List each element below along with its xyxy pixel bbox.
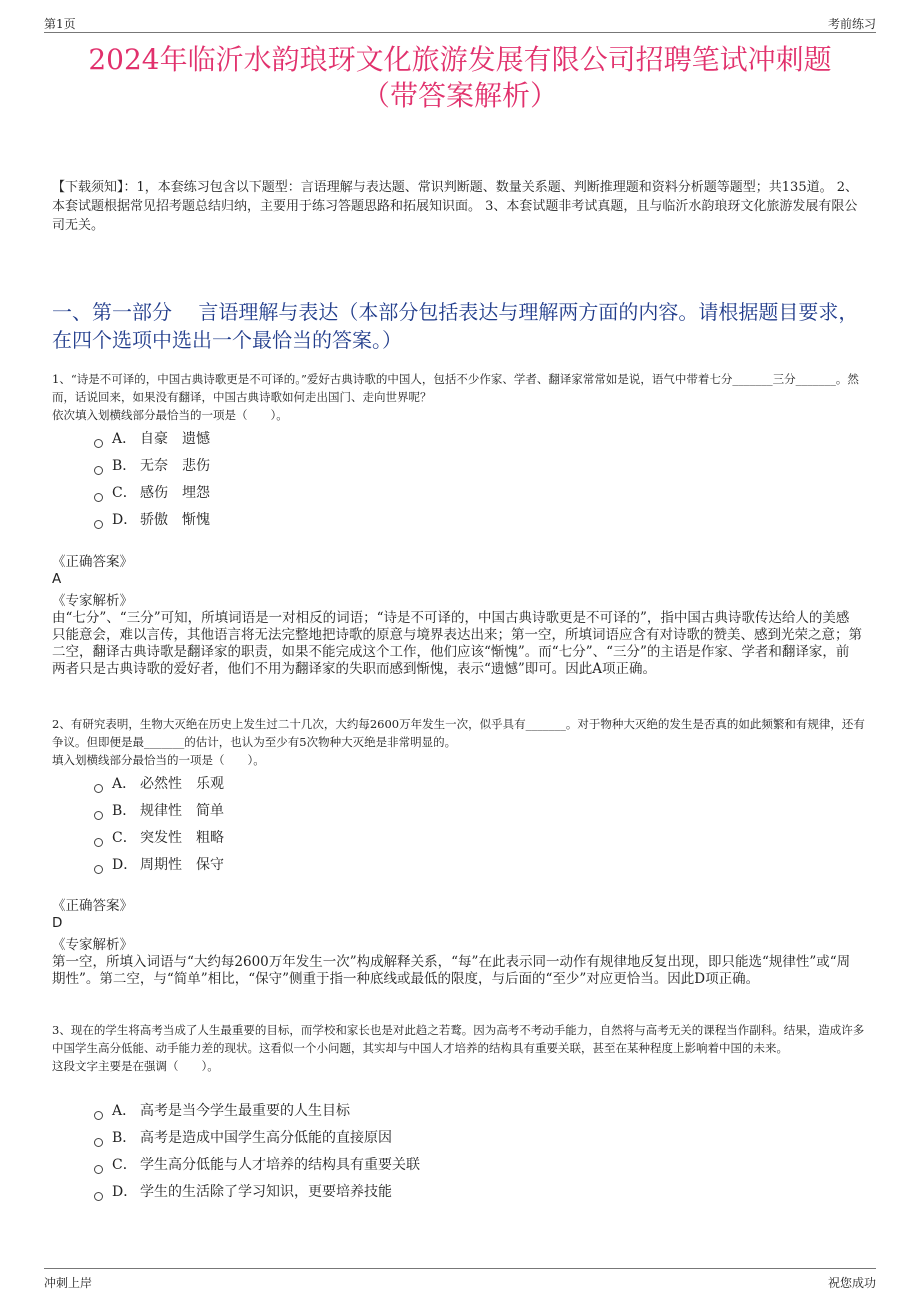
- analysis-text: 由“七分”、“三分”可知，所填词语是一对相反的词语；“诗是不可译的，中国古典诗歌更是不可译的”，指中国古典诗歌传达给人的美感只能意会，难以言传，其他语言将无法完整地把诗歌的原意与境界表达出来；第一空，所填词语应含有对诗歌的赞美、感到光荣之意；第二空，翻译古典诗歌是翻译家的职责，如果不能完成这个工作，他们应该“惭愧”。而“七分”、“三分”的主语是作家、学者和翻译家，前两者只是古典诗歌的爱好者，他们不用为翻译家的失职而感到惭愧，表示“遗憾”即可。因此A项正确。: [52, 610, 862, 677]
- question-1-analysis: [52, 593, 862, 678]
- option-letter: D．: [112, 1184, 138, 1200]
- footer-left: 冲刺上岸: [44, 1276, 93, 1290]
- question-1: [52, 370, 870, 424]
- question-prompt: 依次填入划横线部分最恰当的一项是（ ）。: [52, 408, 288, 422]
- radio-icon[interactable]: [94, 784, 103, 793]
- option-text: 骄傲 惭愧: [140, 512, 210, 528]
- radio-icon[interactable]: [94, 865, 103, 874]
- header-label: 考前练习: [827, 17, 876, 31]
- question-3: [52, 1021, 870, 1075]
- question-stem: 1、“诗是不可译的，中国古典诗歌更是不可译的。”爱好古典诗歌的中国人，包括不少作家、学者、翻译家常常如是说，语气中带着七分_______三分_______。然而，话说回来，如果没有翻译，中国古典诗歌如何走出国门、走向世界呢？: [52, 372, 859, 404]
- option-text: 必然性 乐观: [140, 776, 224, 792]
- question-2: [52, 715, 870, 769]
- option-c[interactable]: [94, 825, 224, 852]
- answer-label: 《正确答案》: [52, 554, 133, 570]
- option-a[interactable]: [94, 771, 224, 798]
- title-line-1: 2024年临沂水韵琅玡文化旅游发展有限公司招聘笔试冲刺题: [88, 43, 832, 76]
- analysis-text: 第一空，所填入词语与“大约每2600万年发生一次”构成解释关系，“每”在此表示同一动作有规律地反复出现，即只能选“规律性”或“周期性”。第二空，与“简单”相比，“保守”侧重于指一种底线或最低的限度，与后面的“至少”对应更恰当。因此D项正确。: [52, 954, 851, 987]
- radio-icon[interactable]: [94, 493, 103, 502]
- option-letter: A．: [112, 431, 137, 447]
- option-letter: B．: [112, 1130, 137, 1146]
- section-heading: 一、第一部分 言语理解与表达（本部分包括表达与理解两方面的内容。请根据题目要求，在四个选项中选出一个最恰当的答案。）: [52, 300, 859, 352]
- option-letter: D．: [112, 857, 138, 873]
- answer-value: D: [52, 915, 63, 931]
- option-letter: D．: [112, 512, 138, 528]
- question-stem: 3、现在的学生将高考当成了人生最重要的目标，而学校和家长也是对此趋之若鹜。因为高考不考动手能力，自然将与高考无关的课程当作副科。结果，造成许多中国学生高分低能、动手能力差的现状。这看似一个小问题，其实却与中国人才培养的结构具有重要关联，甚至在某种程度上影响着中国的未来。: [52, 1023, 865, 1055]
- radio-icon[interactable]: [94, 520, 103, 529]
- option-letter: C．: [112, 830, 137, 846]
- option-letter: B．: [112, 803, 137, 819]
- question-2-analysis: [52, 937, 862, 988]
- option-text: 规律性 简单: [140, 803, 224, 819]
- option-b[interactable]: [94, 1125, 420, 1152]
- radio-icon[interactable]: [94, 811, 103, 820]
- option-text: 学生高分低能与人才培养的结构具有重要关联: [140, 1157, 420, 1173]
- answer-label: 《正确答案》: [52, 898, 133, 914]
- option-text: 高考是当今学生最重要的人生目标: [140, 1103, 350, 1119]
- page-header: [44, 12, 876, 33]
- radio-icon[interactable]: [94, 439, 103, 448]
- option-text: 感伤 埋怨: [140, 485, 210, 501]
- option-letter: C．: [112, 1157, 137, 1173]
- option-text: 突发性 粗略: [140, 830, 224, 846]
- option-d[interactable]: [94, 852, 224, 879]
- answer-value: A: [52, 571, 62, 587]
- option-c[interactable]: [94, 1152, 420, 1179]
- option-text: 自豪 遗憾: [140, 431, 210, 447]
- radio-icon[interactable]: [94, 466, 103, 475]
- radio-icon[interactable]: [94, 1192, 103, 1201]
- document-title: [0, 42, 920, 114]
- question-prompt: 这段文字主要是在强调（ ）。: [52, 1059, 219, 1073]
- analysis-label: 《专家解析》: [52, 937, 133, 953]
- question-1-answer: [52, 554, 870, 588]
- question-2-answer: [52, 898, 870, 932]
- option-text: 周期性 保守: [140, 857, 224, 873]
- title-line-2: （带答案解析）: [361, 79, 558, 112]
- option-d[interactable]: [94, 1179, 420, 1206]
- option-letter: C．: [112, 485, 137, 501]
- option-d[interactable]: [94, 507, 210, 534]
- option-letter: A．: [112, 1103, 137, 1119]
- footer-right: 祝您成功: [827, 1276, 876, 1290]
- option-b[interactable]: [94, 453, 210, 480]
- page-number: 第1页: [44, 17, 76, 31]
- radio-icon[interactable]: [94, 838, 103, 847]
- page-footer: [44, 1268, 876, 1291]
- question-stem: 2、有研究表明，生物大灭绝在历史上发生过二十几次，大约每2600万年发生一次，似乎具有_______。对于物种大灭绝的发生是否真的如此频繁和有规律，还有争议。但即便是最_______的估计，也认为至少有5次物种大灭绝是非常明显的。: [52, 717, 865, 749]
- radio-icon[interactable]: [94, 1138, 103, 1147]
- option-text: 无奈 悲伤: [140, 458, 210, 474]
- option-b[interactable]: [94, 798, 224, 825]
- question-1-options: [94, 426, 210, 534]
- option-a[interactable]: [94, 426, 210, 453]
- download-notice: 【下载须知】：1，本套练习包含以下题型：言语理解与表达题、常识判断题、数量关系题、判断推理题和资料分析题等题型；共135道。 2、本套试题根据常见招考题总结归纳，主要用于练习答题思路和拓展知识面。 3、本套试题非考试真题，且与临沂水韵琅玡文化旅游发展有限公司无关。: [52, 180, 858, 233]
- radio-icon[interactable]: [94, 1111, 103, 1120]
- option-text: 高考是造成中国学生高分低能的直接原因: [140, 1130, 392, 1146]
- option-text: 学生的生活除了学习知识，更要培养技能: [140, 1184, 392, 1200]
- analysis-label: 《专家解析》: [52, 593, 133, 609]
- option-a[interactable]: [94, 1098, 420, 1125]
- radio-icon[interactable]: [94, 1165, 103, 1174]
- option-letter: B．: [112, 458, 137, 474]
- question-prompt: 填入划横线部分最恰当的一项是（ ）。: [52, 753, 265, 767]
- question-2-options: [94, 771, 224, 879]
- option-letter: A．: [112, 776, 137, 792]
- question-3-options: [94, 1098, 420, 1206]
- option-c[interactable]: [94, 480, 210, 507]
